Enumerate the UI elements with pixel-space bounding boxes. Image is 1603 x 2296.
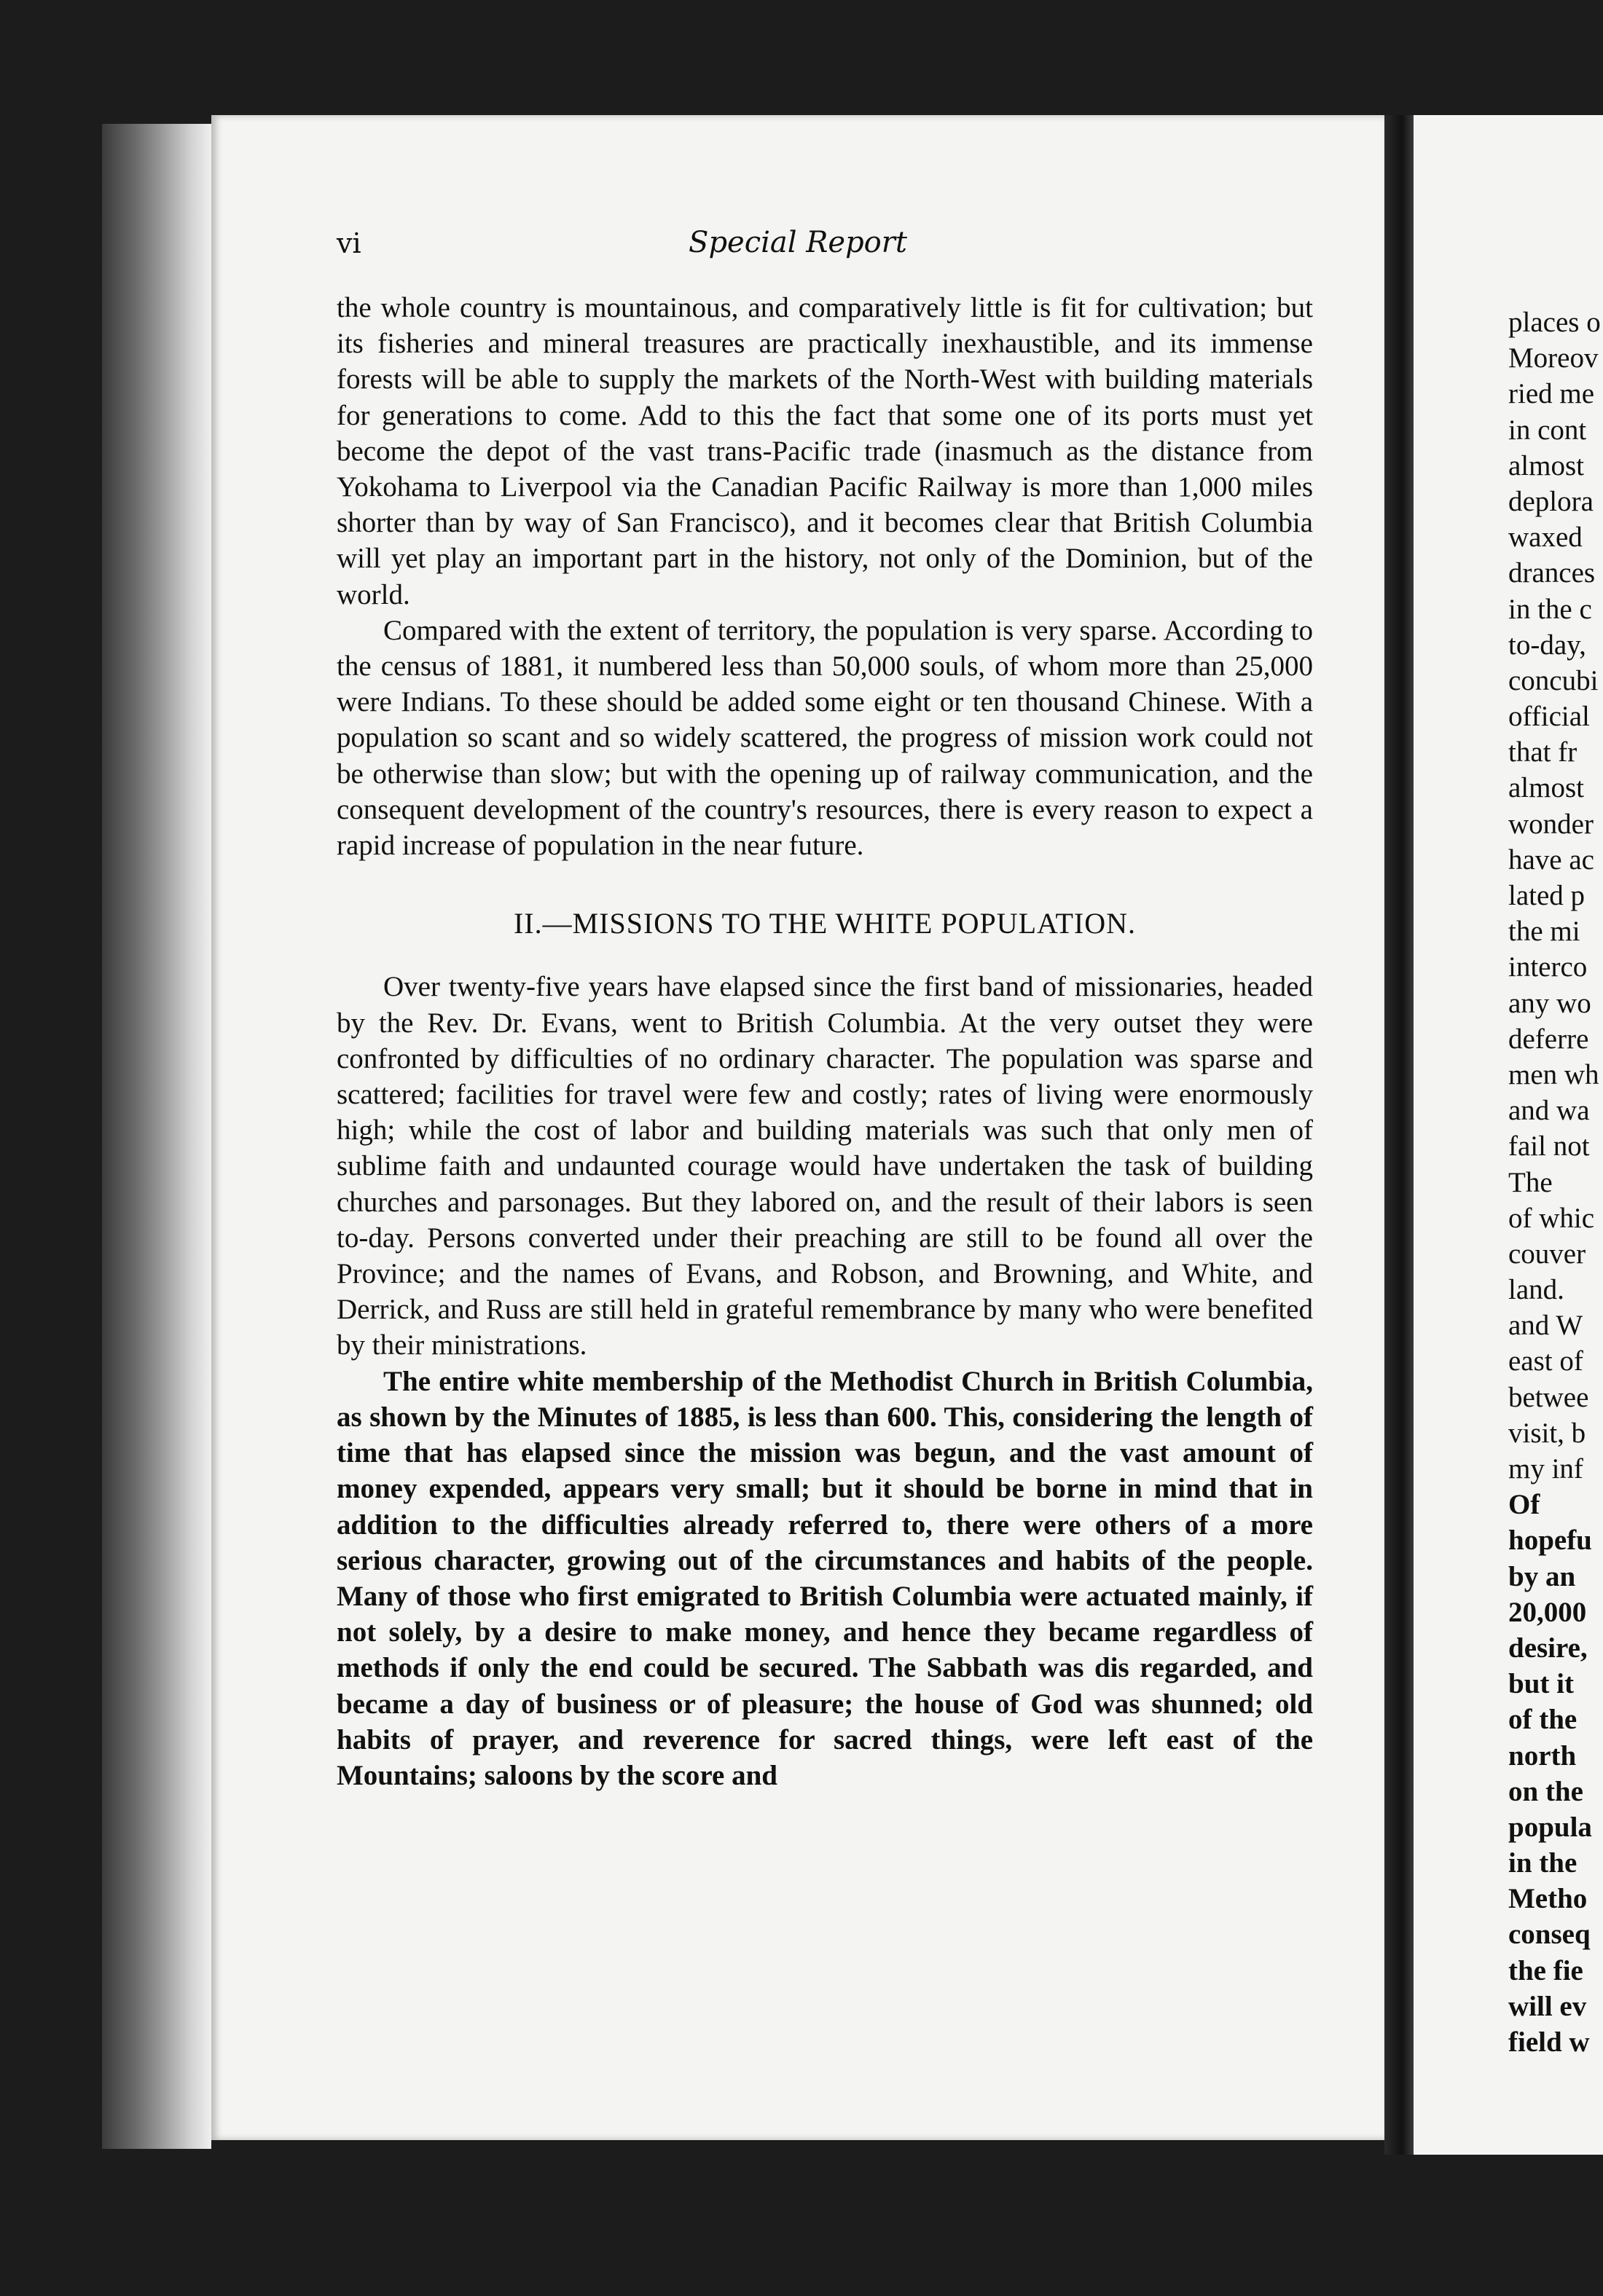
right-page-line-fragment: Metho (1508, 1883, 1588, 1915)
page-number: vi (337, 227, 361, 259)
right-page-line-fragment: on the (1508, 1775, 1583, 1807)
right-page-line-fragment: deplora (1508, 485, 1594, 517)
right-page-line-fragment: the fie (1508, 1954, 1583, 1986)
right-page-line-fragment: 20,000 (1508, 1596, 1587, 1628)
right-page-line-fragment: wonder (1508, 808, 1594, 840)
right-page-line-fragment: have ac (1508, 844, 1594, 876)
right-page-line-fragment: almost (1508, 449, 1584, 481)
right-page-line-fragment: and W (1508, 1310, 1583, 1342)
right-page-line-fragment: men wh (1508, 1058, 1599, 1090)
right-page-line-fragment: almost (1508, 772, 1584, 804)
right-page-line-fragment: any wo (1508, 987, 1591, 1019)
right-page-line-fragment: concubi (1508, 664, 1599, 696)
right-page-line-fragment: by an (1508, 1560, 1576, 1592)
right-page-line-fragment: in the (1508, 1847, 1577, 1879)
right-page-line-fragment: deferre (1508, 1023, 1589, 1055)
section-heading: II.—MISSIONS TO THE WHITE POPULATION. (513, 907, 1137, 940)
right-page-line-fragment: of whic (1508, 1202, 1595, 1234)
body-paragraph: Over twenty-five years have elapsed since the first band of missionaries, headed by the Rev. Dr. Evans, went to British Columbia. At the very outset they were confronted by difficulties of no ordinary character. The population was sparse and scattered; facilities for travel were few and costly; rates of living were enormously high; while the cost of labor and building materials was such that only men of sublime faith and undaunted courage would have undertaken the task of building churches and parsonages. But they labored on, and the result of their labors is seen to-day. Persons converted under their preaching are still to be found all over the Province; and the names of Evans, and Robson, and Browning, and White, and Derrick, and Russ are still held in grateful remembrance by many who were benefited by their ministrations. (337, 971, 1313, 1361)
right-page-line-fragment: land. (1508, 1274, 1564, 1306)
right-page-line-fragment: east of (1508, 1345, 1583, 1377)
left-page-body (337, 290, 1313, 1793)
right-page-line-fragment: that fr (1508, 736, 1577, 768)
right-page-line-fragment: but it (1508, 1668, 1574, 1700)
right-page-line-fragment: my inf (1508, 1453, 1583, 1485)
right-page-line-fragment: lated p (1508, 880, 1586, 911)
right-page-line-fragment: and wa (1508, 1095, 1590, 1127)
right-page-line-fragment: to-day, (1508, 629, 1586, 661)
right-page-line-fragment: waxed (1508, 522, 1583, 554)
book-binding-edge (102, 124, 211, 2149)
right-page-line-fragment: hopefu (1508, 1525, 1592, 1557)
right-page-line-fragment: interco (1508, 951, 1588, 983)
right-page-line-fragment: will ev (1508, 1990, 1587, 2022)
right-page-line-fragment: popula (1508, 1811, 1592, 1843)
right-page-line-fragment: visit, b (1508, 1417, 1586, 1449)
right-page-line-fragment: field w (1508, 2026, 1590, 2058)
right-page-line-fragment: the mi (1508, 916, 1580, 948)
right-page-line-fragment: Of (1508, 1489, 1540, 1521)
body-paragraph: The entire white membership of the Methodist Church in British Columbia, as shown by the Minutes of 1885, is less than 600. This, considering the length of time that has elapsed since the mission was begun, and the vast amount of money expended, appears very small; but it should be borne in mind that in addition to the difficulties already referred to, there were others of a more serious character, growing out of the circumstances and habits of the people. Many of those who first emigrated to British Columbia were actuated mainly, if not solely, by a desire to make money, and hence they became regardless of methods if only the end could be secured. The Sabbath was dis regarded, and became a day of business or of pleasure; the house of God was shunned; old habits of prayer, and reverence for sacred things, were left east of the Mountains; saloons by the score and (337, 1365, 1313, 1791)
right-page-line-fragment: north (1508, 1739, 1577, 1772)
right-page-line-fragment: drances (1508, 557, 1596, 589)
right-page-line-fragment: conseq (1508, 1919, 1591, 1951)
body-paragraph: the whole country is mountainous, and comparatively little is fit for cultivation; but its fisheries and mineral treasures are practically inexhaustible, and its immense forests will be able to supply the markets of the North-West with building materials for generations to come. Add to this the fact that some one of its ports must yet become the depot of the vast trans-Pacific trade (inasmuch as the distance from Yokohama to Liverpool via the Canadian Pacific Railway is more than 1,000 miles shorter than by way of San Francisco), and it becomes clear that British Columbia will yet play an important part in the history, not only of the Dominion, but of the world. (337, 292, 1313, 610)
right-page-line-fragment: Moreov (1508, 342, 1599, 374)
right-page-line-fragment: desire, (1508, 1632, 1588, 1664)
right-page-line-fragment: in the c (1508, 593, 1592, 625)
right-page-line-fragment: of the (1508, 1704, 1577, 1736)
right-page-line-fragment: ried me (1508, 378, 1595, 410)
right-page-line-fragment: places o (1508, 307, 1601, 338)
right-page-line-fragment: The (1508, 1166, 1553, 1198)
right-page-line-fragment: couver (1508, 1238, 1586, 1270)
right-page-line-fragment: official (1508, 701, 1590, 733)
right-page-line-fragment: fail not (1508, 1131, 1590, 1163)
right-page-text-fragments (1508, 304, 1603, 2060)
running-head: Special Report (689, 226, 907, 259)
body-paragraph: Compared with the extent of territory, the population is very sparse. According to the census of 1881, it numbered less than 50,000 souls, of whom more than 25,000 were Indians. To these should be added some eight or ten thousand Chinese. With a population so scant and so widely scattered, the progress of mission work could not be otherwise than slow; but with the opening up of railway communication, and the consequent development of the country's resources, there is every reason to expect a rapid increase of population in the near future. (337, 614, 1313, 862)
right-page-line-fragment: in cont (1508, 414, 1587, 446)
book-gutter (1384, 115, 1414, 2155)
right-page-line-fragment: betwee (1508, 1381, 1589, 1413)
